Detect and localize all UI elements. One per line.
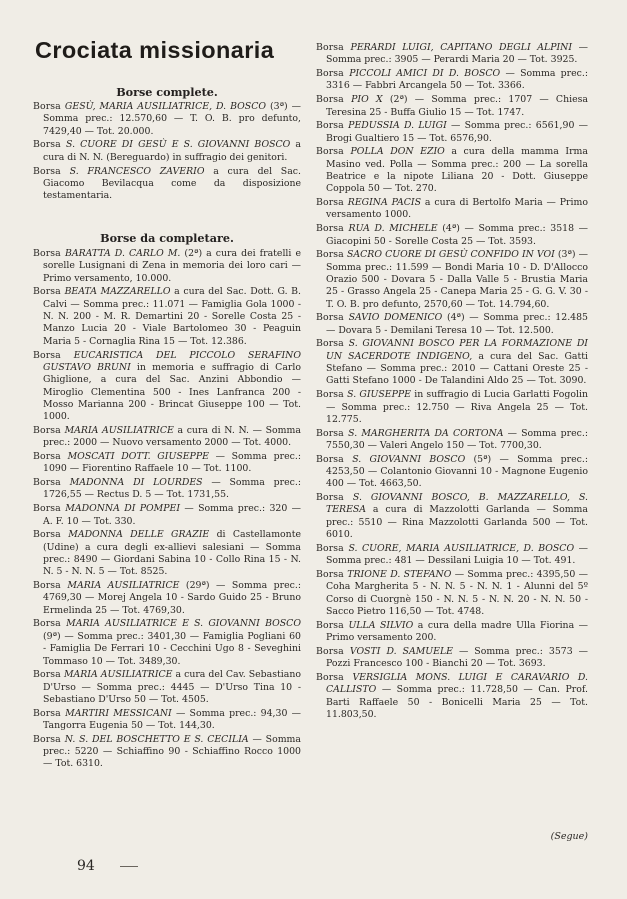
- section-heading-to-complete: Borse da completare.: [100, 231, 234, 245]
- list-item: Borsa GESÙ, MARIA AUSILIATRICE, D. BOSCO (3ª) — Somma prec.: 12.570,60 — T. O. B. pro defunto, 7429,40 — Tot. 20.000.: [33, 101, 301, 137]
- list-item: Borsa S. GIOVANNI BOSCO PER LA FORMAZIONE DI UN SACERDOTE INDIGENO, a cura del Sac. Gatti Stefano — Somma prec.: 2010 — Cattani Oreste 25 - Gatti Stefano 1000 - De Talandini Aldo 25 — Tot. 3090.: [316, 338, 588, 387]
- list-item: Borsa PICCOLI AMICI DI D. BOSCO — Somma prec.: 3316 — Fabbri Arcangela 50 — Tot. 3366.: [316, 68, 588, 92]
- complete-list: [33, 101, 301, 204]
- list-item: Borsa S. GIUSEPPE in suffragio di Lucia Garlatti Fogolin — Somma prec.: 12.750 — Riva Angela 25 — Tot. 12.775.: [316, 389, 589, 425]
- list-item: Borsa MARIA AUSILIATRICE a cura del Cav. Sebastiano D'Urso — Somma prec.: 4445 — D'Urso Tina 10 - Sebastiano D'Urso 50 — Tot. 4505.: [33, 669, 301, 705]
- list-item: Borsa EUCARISTICA DEL PICCOLO SERAFINO GUSTAVO BRUNI in memoria e suffragio di Carlo Ghiglione, a cura del Sac. Anzini Abbondio — Miroglio Clementina 500 - Ines Lanfranca 200 - Mosso Marianna 200 - Brincat Giuseppe 100 — Tot. 1000.: [33, 349, 301, 423]
- list-item: Borsa MOSCATI DOTT. GIUSEPPE — Somma prec.: 1090 — Fiorentino Raffaele 10 — Tot. 1100.: [33, 451, 301, 475]
- continued-list: [316, 42, 588, 723]
- list-item: Borsa MARIA AUSILIATRICE (29ª) — Somma prec.: 4769,30 — Morej Angela 10 - Sardo Guido 25 - Bruno Ermelinda 25 — Tot. 4769,30.: [33, 580, 301, 616]
- list-item: Borsa RUA D. MICHELE (4ª) — Somma prec.: 3518 — Giacopini 50 - Sorelle Costa 25 — Tot. 3593.: [316, 223, 589, 247]
- list-item: Borsa S. GIOVANNI BOSCO (5ª) — Somma prec.: 4253,50 — Colantonio Giovanni 10 - Magnone Eugenio 400 — Tot. 4663,50.: [316, 453, 588, 490]
- section-heading-complete: Borse complete.: [116, 85, 218, 99]
- list-item: Borsa REGINA PACIS a cura di Bertolfo Maria — Primo versamento 1000.: [316, 197, 588, 221]
- list-item: Borsa ULLA SILVIO a cura della madre Ulla Fiorina — Primo versamento 200.: [316, 619, 588, 644]
- list-item: Borsa S. CUORE DI GESÙ E S. GIOVANNI BOSCO a cura di N. N. (Bereguardo) in suffragio dei genitori.: [33, 139, 302, 163]
- list-item: Borsa PIO X (2ª) — Somma prec.: 1707 — Chiesa Teresina 25 - Buffa Giulio 15 — Tot. 1747.: [316, 94, 588, 118]
- list-item: Borsa POLLA DON EZIO a cura della mamma Irma Masino ved. Polla — Somma prec.: 200 — La sorella Beatrice e la nipote Liliana 20 - Dott. Giuseppe Coppola 50 — Tot. 270.: [316, 146, 588, 195]
- list-item: Borsa S. GIOVANNI BOSCO, B. MAZZARELLO, S. TERESA a cura di Mazzolotti Garlanda — Somma prec.: 5510 — Rina Mazzolotti Garlanda 500 — Tot. 6010.: [316, 492, 588, 541]
- list-item: Borsa VERSIGLIA MONS. LUIGI E CARAVARIO D. CALLISTO — Somma prec.: 11.728,50 — Can. Prof. Barti Raffaele 50 - Bonicelli Maria 25 — Tot. 11.803,50.: [316, 671, 589, 720]
- list-item: Borsa S. CUORE, MARIA AUSILIATRICE, D. BOSCO — Somma prec.: 481 — Dessilani Luigia 10 — Tot. 491.: [316, 542, 588, 567]
- page-title: Crociata missionaria: [35, 37, 275, 63]
- list-item: Borsa MARIA AUSILIATRICE E S. GIOVANNI BOSCO (9ª) — Somma prec.: 3401,30 — Famiglia Pogliani 60 - Famiglia De Ferrari 10 - Cecchini Ugo 8 - Seveghini Tommaso 10 — Tot. 3489,30.: [33, 618, 301, 667]
- list-item: Borsa MADONNA DI POMPEI — Somma prec.: 320 — A. F. 10 — Tot. 330.: [33, 503, 301, 527]
- list-item: Borsa SACRO CUORE DI GESÙ CONFIDO IN VOI (3ª) — Somma prec.: 11.599 — Bondi Maria 10 - D. D'Allocco Orazio 500 - Dovara 5 - Dalla Valle 5 - Brustia Maria 25 - Grasso Angela 25 - Canepa Maria 25 - G. G. V. 30 - T. O. B. pro defunto, 2570,60 — Tot. 14.794,60.: [316, 249, 588, 310]
- list-item: Borsa BEATA MAZZARELLO a cura del Sac. Dott. G. B. Calvi — Somma prec.: 11.071 — Famiglia Gola 1000 - N. N. 200 - M. R. Demartini 20 - Sorelle Costa 25 - Manzo Lucia 20 - Viale Bartolomeo 30 - Peaguin Maria 5 - Cornaglia Rina 15 — Tot. 12.386.: [33, 286, 302, 347]
- list-item: Borsa MARIA AUSILIATRICE a cura di N. N. — Somma prec.: 2000 — Nuovo versamento 2000 — Tot. 4000.: [33, 424, 301, 449]
- to-complete-list: [33, 248, 301, 772]
- list-item: Borsa VOSTI D. SAMUELE — Somma prec.: 3573 — Pozzi Francesco 100 - Bianchi 20 — Tot. 3693.: [316, 645, 588, 670]
- page-number: 94: [77, 858, 95, 874]
- list-item: Borsa TRIONE D. STEFANO — Somma prec.: 4395,50 — Coha Margherita 5 - N. N. 5 - N. N. 1 - Alunni del 5º Corso di Cuorgnè 150 - N. N. 5 - N. N. 20 - N. N. 50 - Sacco Pietro 116,50 — Tot. 4748.: [316, 568, 588, 617]
- list-item: Borsa PERARDI LUIGI, CAPITANO DEGLI ALPINI — Somma prec.: 3905 — Perardi Maria 20 — Tot. 3925.: [316, 42, 588, 66]
- list-item: Borsa SAVIO DOMENICO (4ª) — Somma prec.: 12.485 — Dovara 5 - Demilani Teresa 10 — Tot. 12.500.: [316, 312, 588, 336]
- list-item: Borsa MADONNA DI LOURDES — Somma prec.: 1726,55 — Rectus D. 5 — Tot. 1731,55.: [33, 477, 301, 501]
- list-item: Borsa BARATTA D. CARLO M. (2ª) a cura dei fratelli e sorelle Lusignani di Zena in memoria dei loro cari — Primo versamento, 10.000.: [33, 248, 301, 284]
- list-item: Borsa S. FRANCESCO ZAVERIO a cura del Sac. Giacomo Bevilacqua come da disposizione testamentaria.: [33, 165, 301, 202]
- list-item: Borsa MARTIRI MESSICANI — Somma prec.: 94,30 — Tangorra Eugenia 50 — Tot. 144,30.: [33, 707, 301, 732]
- list-item: Borsa S. MARGHERITA DA CORTONA — Somma prec.: 7550,30 — Valeri Angelo 150 — Tot. 7700,30.: [316, 427, 588, 451]
- list-item: Borsa PEDUSSIA D. LUIGI — Somma prec.: 6561,90 — Brogi Gualtiero 15 — Tot. 6576,90.: [316, 120, 588, 144]
- continued-note: (Segue): [550, 831, 588, 842]
- list-item: Borsa N. S. DEL BOSCHETTO E S. CECILIA — Somma prec.: 5220 — Schiaffino 90 - Schiaffino Rocco 1000 — Tot. 6310.: [33, 733, 301, 770]
- page-number-dash: [120, 866, 138, 867]
- list-item: Borsa MADONNA DELLE GRAZIE di Castellamonte (Udine) a cura degli ex-allievi salesiani — Somma prec.: 8490 — Giordani Sabina 10 - Collo Rina 15 - N. N. 5 - N. N. 5 — Tot. 8525.: [33, 529, 301, 578]
